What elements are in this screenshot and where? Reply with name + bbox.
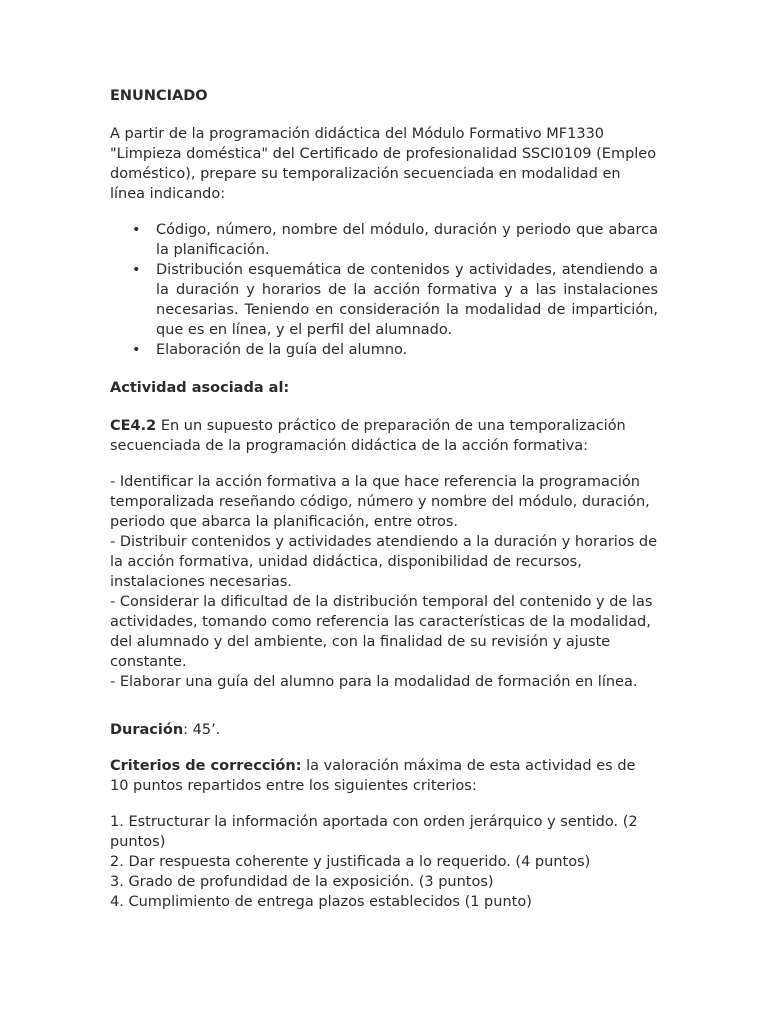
ce-text: En un supuesto práctico de preparación de una temporalización secuenciada de la programación didáctica de la acción formativa: [110, 418, 626, 454]
criteria-item: 3. Grado de profundidad de la exposición. (3 puntos) [110, 874, 494, 890]
criteria-text: la valoración máxima de esta actividad es de 10 puntos repartidos entre los siguientes criterios: [110, 758, 636, 794]
document-title: ENUNCIADO [110, 88, 208, 104]
bullet-text: Elaboración de la guía del alumno. [156, 342, 408, 358]
criteria-item: 2. Dar respuesta coherente y justificada a lo requerido. (4 puntos) [110, 854, 591, 870]
bullet-list [110, 220, 658, 360]
ce-code: CE4.2 [110, 418, 157, 434]
bullet-icon: • [132, 262, 141, 278]
duration-value: : 45’. [183, 722, 221, 738]
activity-heading: Actividad asociada al: [110, 380, 290, 396]
criteria-list [110, 812, 658, 912]
bullet-item [132, 340, 658, 360]
criteria-paragraph [110, 756, 658, 796]
duration-label: Duración [110, 722, 184, 738]
duration-paragraph [110, 720, 658, 740]
intro-paragraph: A partir de la programación didáctica del Módulo Formativo MF1330 "Limpieza doméstica" del Certificado de profesionalidad SSCI0109 (Empleo doméstico), prepare su temporalización secuenciada en modalidad en línea indicando: [110, 126, 657, 202]
task-item: - Considerar la dificultad de la distribución temporal del contenido y de las actividades, tomando como referencia las características de la modalidad, del alumnado y del ambiente, con la finalidad de su revisión y ajuste constante. [110, 594, 653, 670]
document-page [110, 86, 658, 912]
bullet-text: Distribución esquemática de contenidos y actividades, atendiendo a la duración y horarios de la acción formativa y a las instalaciones necesarias. Teniendo en consideración la modalidad de impartición, que es en línea, y el perfil del alumnado. [156, 262, 658, 338]
task-list [110, 472, 658, 692]
criteria-item: 4. Cumplimiento de entrega plazos establecidos (1 punto) [110, 894, 532, 910]
criteria-label: Criterios de corrección: [110, 758, 302, 774]
bullet-item [132, 260, 658, 340]
bullet-icon: • [132, 222, 141, 238]
bullet-text: Código, número, nombre del módulo, duración y periodo que abarca la planificación. [156, 222, 658, 258]
task-item: - Distribuir contenidos y actividades atendiendo a la duración y horarios de la acción formativa, unidad didáctica, disponibilidad de recursos, instalaciones necesarias. [110, 534, 657, 590]
bullet-icon: • [132, 342, 141, 358]
task-item: - Identificar la acción formativa a la que hace referencia la programación temporalizada reseñando código, número y nombre del módulo, duración, periodo que abarca la planificación, entre otros. [110, 474, 650, 530]
task-item: - Elaborar una guía del alumno para la modalidad de formación en línea. [110, 674, 638, 690]
criteria-item: 1. Estructurar la información aportada con orden jerárquico y sentido. (2 puntos) [110, 814, 638, 850]
bullet-item [132, 220, 658, 260]
ce-paragraph [110, 416, 658, 456]
spacer [110, 692, 658, 720]
